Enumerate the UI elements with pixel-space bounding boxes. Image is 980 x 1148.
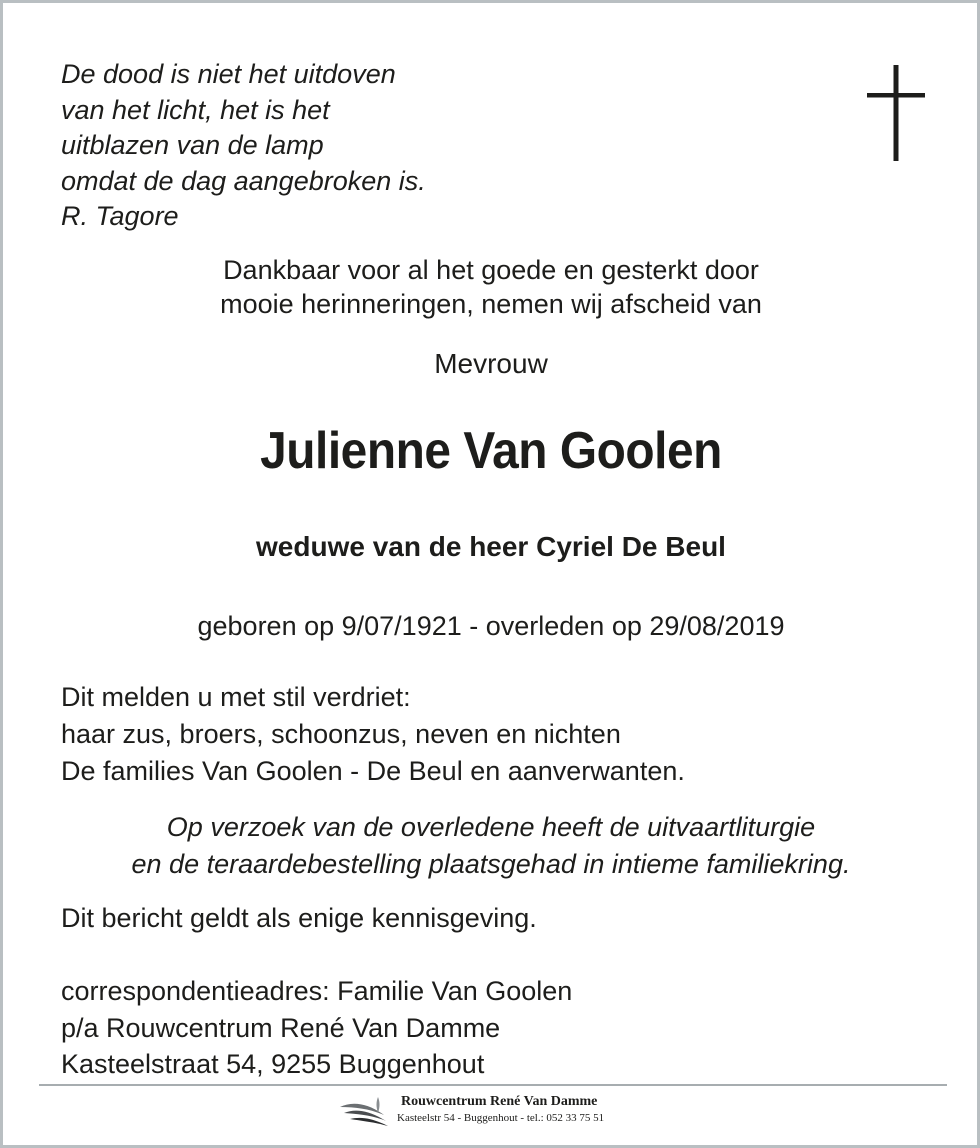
correspondence-address [61,973,572,1083]
funeral-home-name: Rouwcentrum René Van Damme [401,1094,598,1109]
poem-line: omdat de dag aangebroken is. [61,165,426,196]
poem-quote [61,57,426,235]
funeral-home-logo-icon [338,1093,390,1127]
notice-text: Dit bericht geldt als enige kennisgeving. [61,903,537,933]
poem-author: R. Tagore [61,201,179,231]
intro-text [3,253,979,321]
deceased-name: Julienne Van Goolen [260,422,722,480]
poem-line: van het licht, het is het [61,94,330,125]
footer-divider [39,1084,947,1086]
address-line: Kasteelstraat 54, 9255 Buggenhout [61,1049,485,1079]
birth-death-dates: geboren op 9/07/1921 - overleden op 29/08/2019 [197,611,785,641]
family-line: De families Van Goolen - De Beul en aanverwanten. [61,756,685,786]
poem-line: uitblazen van de lamp [61,130,324,160]
honorific-title: Mevrouw [434,348,548,379]
intro-line: Dankbaar voor al het goede en gesterkt door [223,255,759,285]
poem-line: De dood is niet het uitdoven [61,59,396,89]
request-line: en de teraardebestelling plaatsgehad in intieme familiekring. [131,849,851,879]
family-line: haar zus, broers, schoonzus, neven en nichten [61,719,621,749]
address-line: p/a Rouwcentrum René Van Damme [61,1012,501,1043]
intro-line: mooie herinneringen, nemen wij afscheid van [220,289,762,319]
funeral-home-address: Kasteelstr 54 - Buggenhout - tel.: 052 33 75 51 [397,1112,605,1124]
family-announcement [61,679,685,790]
request-line: Op verzoek van de overledene heeft de uitvaartliturgie [166,812,816,842]
widow-line: weduwe van de heer Cyriel De Beul [256,531,726,562]
family-line: Dit melden u met stil verdriet: [61,682,411,712]
cross-icon [867,65,925,161]
funeral-request [3,809,979,883]
address-line: correspondentieadres: Familie Van Goolen [61,976,573,1006]
